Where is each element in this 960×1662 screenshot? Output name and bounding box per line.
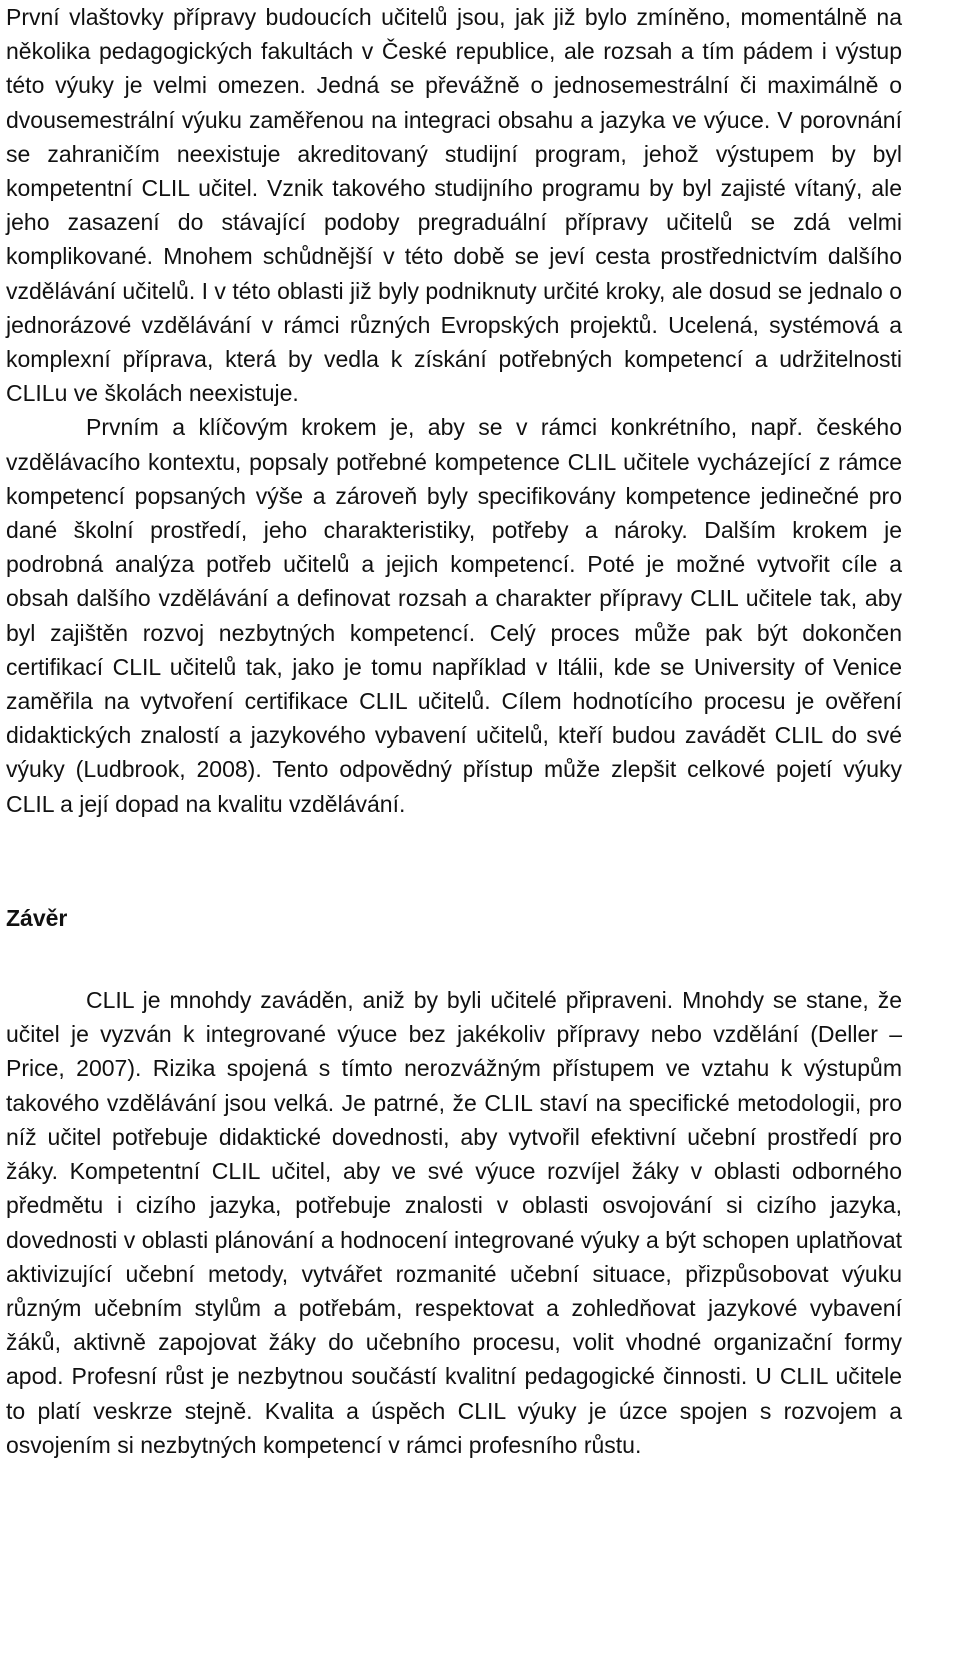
body-paragraph-1: První vlaštovky přípravy budoucích učitelů jsou, jak již bylo zmíněno, momentálně na několika pedagogických fakultách v České republice, ale rozsah a tím pádem i výstup této výuky je velmi omezen. Jedná se převážně o jednosemestrální či maximálně o dvousemestrální výuku zaměřenou na integraci obsahu a jazyka ve výuce. V porovnání se zahraničím neexistuje akreditovaný studijní program, jehož výstupem by byl kompetentní CLIL učitel. Vznik takového studijního programu by byl zajisté vítaný, ale jeho zasazení do stávající podoby pregraduální přípravy učitelů se zdá velmi komplikované. Mnohem schůdnější v této době se jeví cesta prostřednictvím dalšího vzdělávání učitelů. I v této oblasti již byly podniknuty určité kroky, ale dosud se jednalo o jednorázové vzdělávání v rámci různých Evropských projektů. Ucelená, systémová a komplexní příprava, která by vedla k získání potřebných kompetencí a udržitelnosti CLILu ve školách neexistuje. xyxy=(6,4,902,407)
conclusion-heading: Závěr xyxy=(6,904,68,931)
document-page xyxy=(6,0,902,1462)
body-paragraph-2: Prvním a klíčovým krokem je, aby se v rámci konkrétního, např. českého vzdělávacího kontextu, popsaly potřebné kompetence CLIL učitele vycházející z rámce kompetencí popsaných výše a zároveň byly specifikovány kompetence jedinečné pro dané školní prostředí, jeho charakteristiky, potřeby a nároky. Dalším krokem je podrobná analýza potřeb učitelů a jejich kompetencí. Poté je možné vytvořit cíle a obsah dalšího vzdělávání a definovat rozsah a charakter přípravy CLIL učitele tak, aby byl zajištěn rozvoj nezbytných kompetencí. Celý proces může pak být dokončen certifikací CLIL učitelů tak, jako je tomu například v Itálii, kde se University of Venice zaměřila na vytvoření certifikace CLIL učitelů. Cílem hodnotícího procesu je ověření didaktických znalostí a jazykového vybavení učitelů, kteří budou zavádět CLIL do své výuky (Ludbrook, 2008). Tento odpovědný přístup může zlepšit celkové pojetí výuky CLIL a její dopad na kvalitu vzdělávání. xyxy=(6,414,902,817)
heading-spacer xyxy=(6,935,902,983)
conclusion-paragraph: CLIL je mnohdy zaváděn, aniž by byli učitelé připraveni. Mnohdy se stane, že učitel je vyzván k integrované výuce bez jakékoliv přípravy nebo vzdělání (Deller – Price, 2007). Rizika spojená s tímto nerozvážným přístupem ve vztahu k výstupům takového vzdělávání jsou velká. Je patrné, že CLIL staví na specifické metodologii, pro níž učitel potřebuje didaktické dovednosti, aby vytvořil efektivní učební prostředí pro žáky. Kompetentní CLIL učitel, aby ve své výuce rozvíjel žáky v oblasti odborného předmětu i cizího jazyka, potřebuje znalosti v oblasti osvojování si cizího jazyka, dovednosti v oblasti plánování a hodnocení integrované výuky a být schopen uplatňovat aktivizující učební metody, vytvářet rozmanité učební situace, přizpůsobovat výuku různým učebním stylům a potřebám, respektovat a zohledňovat jazykové vybavení žáků, aktivně zapojovat žáky do učebního procesu, volit vhodné organizační formy apod. Profesní růst je nezbytnou součástí kvalitní pedagogické činnosti. U CLIL učitele to platí veskrze stejně. Kvalita a úspěch CLIL výuky je úzce spojen s rozvojem a osvojením si nezbytných kompetencí v rámci profesního růstu. xyxy=(6,987,902,1458)
section-spacer xyxy=(6,821,902,901)
